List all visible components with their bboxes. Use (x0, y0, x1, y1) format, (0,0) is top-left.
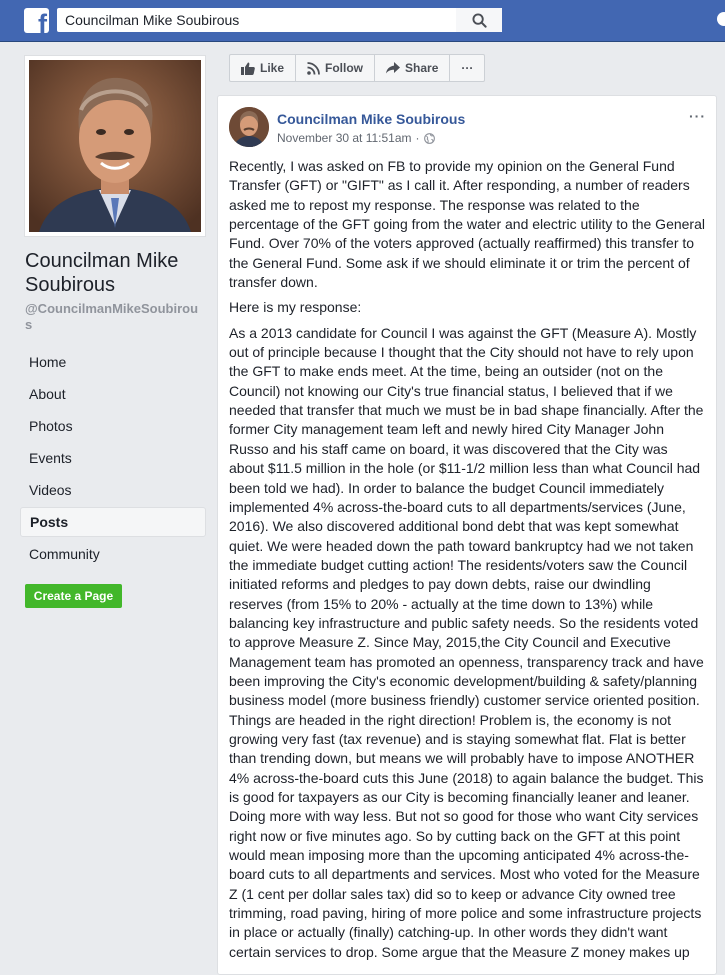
search-icon (472, 13, 487, 28)
post-paragraph: Recently, I was asked on FB to provide my opinion on the General Fund Transfer (GFT) or "GIFT" as I call it. After responding, a number of readers asked me to repost my response. The response was related to the percentage of the GFT going from the water and electric utility to the General Fund. Over 70% of the voters approved (actually reaffirmed) this transfer to the General Fund. Some ask if we should eliminate it or trim the percent of transfer down. (229, 158, 705, 291)
share-arrow-icon (386, 62, 400, 74)
follow-button[interactable] (296, 55, 375, 81)
page-action-bar (229, 54, 485, 82)
facebook-logo-icon[interactable] (24, 8, 49, 33)
nav-item-posts[interactable]: Posts (20, 507, 206, 537)
page-username[interactable]: @CouncilmanMikeSoubirous (25, 301, 199, 332)
meta-separator: · (415, 131, 420, 145)
profile-picture (29, 60, 201, 232)
nav-item-about[interactable]: About (29, 386, 66, 402)
facebook-logo-letter: f (38, 9, 47, 33)
account-menu-icon[interactable] (717, 12, 725, 26)
post-timestamp[interactable]: November 30 at 11:51am (277, 131, 412, 145)
post-author-name[interactable]: Councilman Mike Soubirous (277, 111, 466, 127)
rss-follow-icon (307, 62, 320, 75)
search-button[interactable] (456, 8, 502, 32)
post-meta (277, 131, 435, 145)
post-paragraph: Here is my response: (229, 299, 362, 316)
follow-button-label: Follow (325, 61, 364, 75)
post-card (217, 95, 717, 975)
like-button[interactable] (230, 55, 296, 81)
page-title[interactable]: Councilman Mike Soubirous (25, 250, 179, 296)
post-author-avatar[interactable] (229, 107, 269, 147)
nav-item-events[interactable]: Events (29, 450, 72, 466)
top-navigation-bar (0, 0, 725, 42)
more-options-button[interactable] (450, 55, 484, 81)
share-button[interactable] (375, 55, 450, 81)
search-input[interactable] (57, 8, 502, 32)
post-content (229, 157, 705, 968)
portrait-illustration (29, 60, 201, 232)
avatar-portrait-icon (229, 107, 269, 147)
page-navigation (20, 346, 206, 570)
globe-icon[interactable] (424, 133, 435, 144)
nav-item-community[interactable]: Community (29, 546, 100, 562)
profile-picture-frame[interactable] (24, 55, 206, 237)
thumbs-up-icon (241, 62, 255, 75)
post-paragraph: As a 2013 candidate for Council I was against the GFT (Measure A). Mostly out of principle because I thought that the City should not have to rely upon the GFT to make ends meet. At the time, being an outsider (not on the Council) not knowing our City's true financial status, I believed that if we needed that transfer that much we must be in bad shape financially. After the former City management team left and newly hired City Manager John Russo and his staff came on board, it was discovered that the City was about $11.5 million in the hole (or $11-1/2 million less than what Council had been told we had). In order to balance the budget Council immediately implemented 4% across-the-board cuts to all departments/services (June, 2016). We also discovered additional bond debt that was kept somewhat quiet. We were headed down the path toward bankruptcy had we not taken the immediate budget cutting action! The residents/voters saw the Council initiated reforms and pledges to pay down debts, raise our dwindling reserves (from 15% to 20% - actually at the time down to 13%) while balancing key infrastructure and public safety needs. So the residents voted to approve Measure Z. Since May, 2015,the City Council and Executive Management team has promoted an openness, transparency track and have been improving the City's economic development/building & safety/planning business model (more business friendly) customer service oriented position. Things are headed in the right direction! Problem is, the economy is not growing very fast (tax revenue) and is staying somewhat flat. Flat is better than trending down, but means we will probably have to impose ANOTHER 4% across-the-board cuts this June (2018) to again balance the budget. This is good for taxpayers as our City is becoming financially leaner and leaner. Doing more with way less. But not so good for those who want City services right now or five minutes ago. So by cutting back on the GFT at this point would mean imposing more than the upcoming anticipated 4% across-the-board cuts to all departments and services. Most who voted for the Measure Z (1 cent per dollar sales tax) did so to keep or advance City owned tree trimming, road paving, hiring of more police and some infrastructure projects in place or actually (finally) catching-up. In other words they didn't want certain services to drop. Some argue that the Measure Z money makes up (229, 324, 704, 960)
ellipsis-icon: ··· (461, 61, 474, 75)
create-page-button[interactable]: Create a Page (25, 584, 122, 608)
nav-item-home[interactable]: Home (29, 354, 67, 370)
post-options-button[interactable]: ··· (689, 108, 706, 124)
like-button-label: Like (260, 61, 285, 75)
nav-item-videos[interactable]: Videos (29, 482, 72, 498)
nav-item-photos[interactable]: Photos (29, 418, 73, 434)
share-button-label: Share (405, 61, 439, 75)
